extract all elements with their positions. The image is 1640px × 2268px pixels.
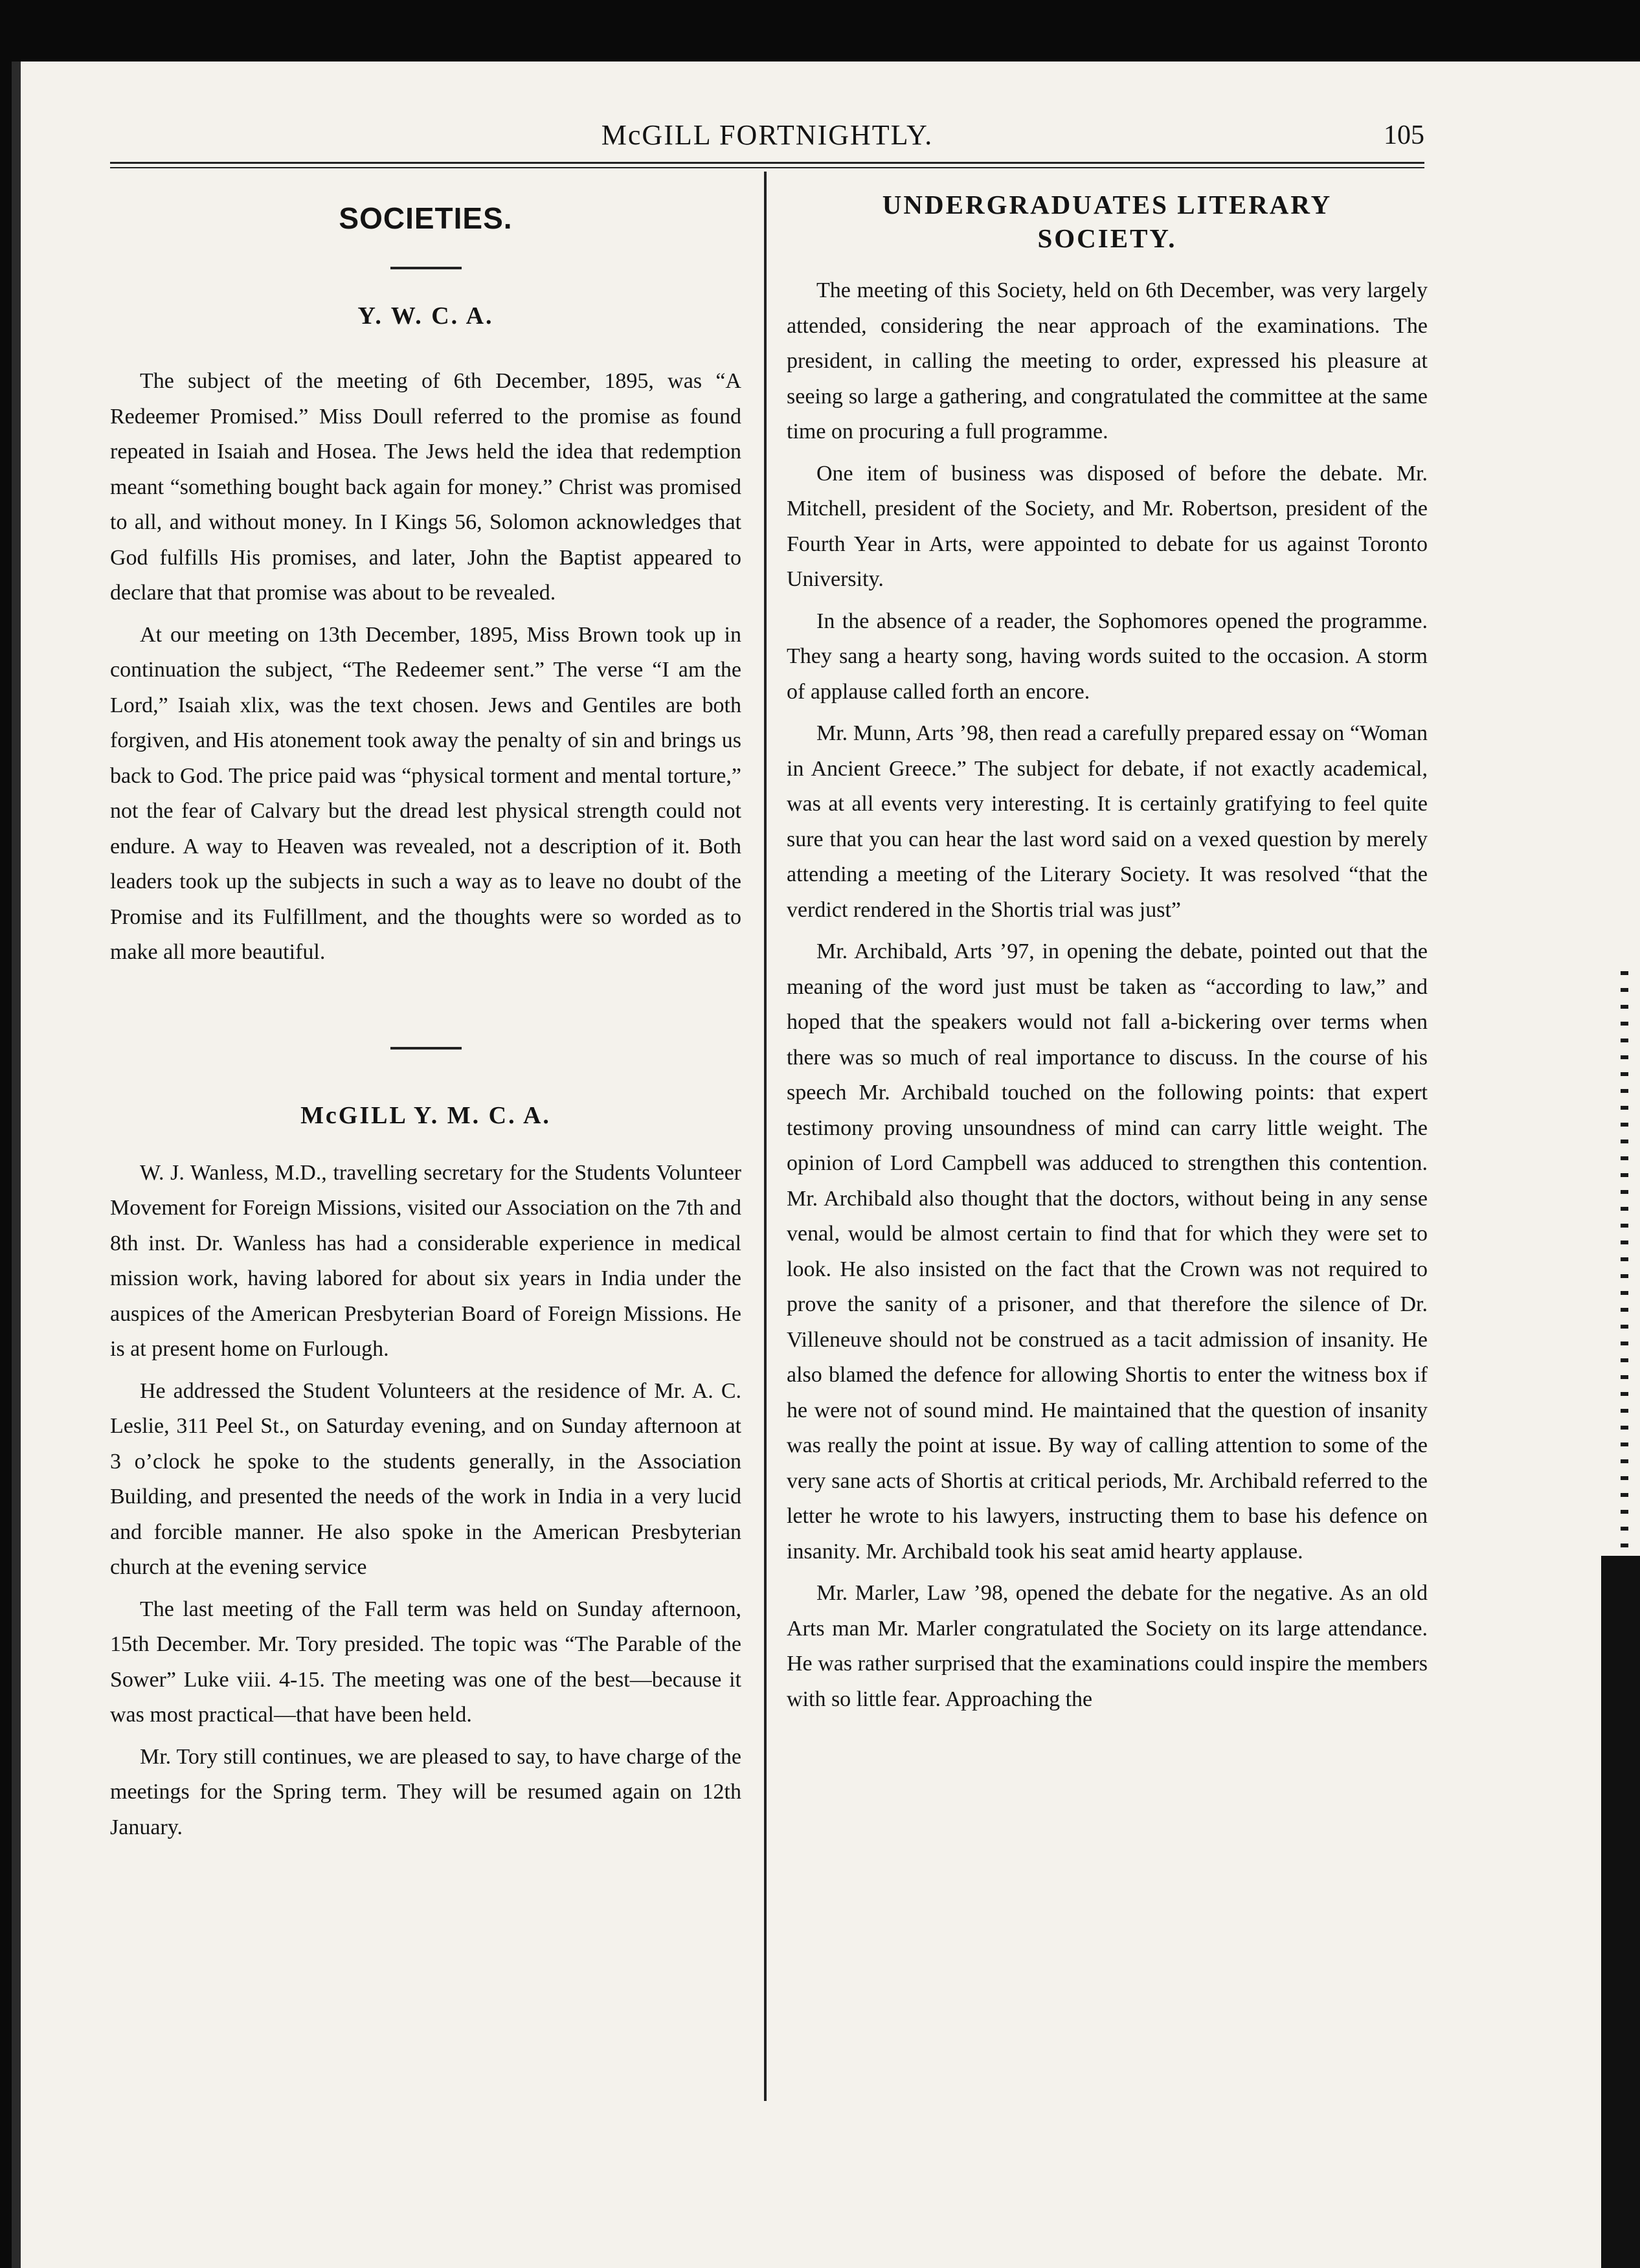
literary-paragraph-6: Mr. Marler, Law ’98, opened the debate for the negative. As an old Arts man Mr. Marler congratulated the Society on its large attendance. He was rather surprised that the examinations could inspire the members with so little fear. Approaching the (787, 1581, 1428, 1711)
section-title: SOCIETIES. (339, 201, 513, 235)
header-rule (110, 162, 1424, 168)
ywca-article (110, 364, 741, 971)
left-column (110, 188, 741, 1845)
running-title: McGILL FORTNIGHTLY. (601, 119, 934, 151)
scan-corner-shadow (1601, 1556, 1640, 2268)
scan-border-top (0, 0, 1640, 62)
literary-paragraph-4: Mr. Munn, Arts ’98, then read a carefully prepared essay on “Woman in Ancient Greece.” The subject for debate, if not exactly academical, was at all events very interesting. It is certainly gratifying to feel quite sure that you can hear the last word said on a vexed question by merely attending a meeting of the Literary Society. It was resolved “that the verdict rendered in the Shortis trial was just” (787, 721, 1428, 922)
section-rule (390, 267, 462, 269)
page-header (110, 113, 1424, 152)
right-column (787, 188, 1428, 1717)
ymca-article (110, 1156, 741, 1846)
ywca-paragraph-2: At our meeting on 13th December, 1895, Miss Brown took up in continuation the subject, “The Redeemer sent.” The verse “I am the Lord,” Isaiah xlix, was the text chosen. Jews and Gentiles are both forgiven, and His atonement took away the penalty of sin and brings us back to God. The price paid was “physical torment and mental torture,” not the fear of Calvary but the dread lest physical strength could not endure. A way to Heaven was revealed, not a description of it. Both leaders took up the subjects in such a way as to leave no doubt of the Promise and its Fulfillment, and the thoughts were so worded as to make all more beautiful. (110, 622, 741, 964)
page-number: 105 (1384, 120, 1424, 150)
literary-paragraph-2: One item of business was disposed of before the debate. Mr. Mitchell, president of the Society, and Mr. Robertson, president of the Fourth Year in Arts, were appointed to debate for us against Toronto University. (787, 461, 1428, 591)
binding-shadow (12, 62, 21, 2268)
ywca-paragraph-1: The subject of the meeting of 6th December, 1895, was “A Redeemer Promised.” Miss Doull referred to the promise as found repeated in Isaiah and Hosea. The Jews held the idea that redemption meant “something bought back again for money.” Christ was promised to all, and without money. In I Kings 56, Solomon acknowledges that God fulfills His promises, and later, John the Baptist appeared to declare that that promise was about to be revealed. (110, 369, 741, 605)
literary-paragraph-3: In the absence of a reader, the Sophomores opened the programme. They sang a hearty song, having words suited to the occasion. A storm of applause called forth an encore. (787, 609, 1428, 704)
literary-society-article (787, 273, 1428, 1717)
ymca-paragraph-1: W. J. Wanless, M.D., travelling secretary for the Students Volunteer Movement for Foreign Missions, visited our Association on the 7th and 8th inst. Dr. Wanless has had a considerable experience in medical mission work, having labored for about six years in India under the auspices of the American Presbyterian Board of Foreign Missions. He is at present home on Furlough. (110, 1160, 741, 1361)
ymca-paragraph-3: The last meeting of the Fall term was held on Sunday afternoon, 15th December. Mr. Tory presided. The topic was “The Parable of the Sower” Luke viii. 4-15. The meeting was one of the best—because it was most practical—that have been held. (110, 1597, 741, 1727)
ymca-paragraph-2: He addressed the Student Volunteers at the residence of Mr. A. C. Leslie, 311 Peel St., on Saturday evening, and on Sunday afternoon at 3 o’clock he spoke to the students generally, in the Association Building, and presented the needs of the work in India in a very lucid and forcible manner. He also spoke in the American Presbyterian church at the evening service (110, 1378, 741, 1579)
literary-society-heading-line1: UNDERGRADUATES LITERARY (882, 190, 1332, 219)
column-divider (764, 172, 767, 2101)
article-separator (390, 1047, 462, 1050)
scan-border-left (0, 0, 12, 2268)
literary-paragraph-1: The meeting of this Society, held on 6th December, was very largely attended, considering the near approach of the examinations. The president, in calling the meeting to order, expressed his pleasure at seeing so large a gathering, and congratulated the committee at the same time on procuring a full programme. (787, 278, 1428, 443)
ymca-paragraph-4: Mr. Tory still continues, we are pleased to say, to have charge of the meetings for the Spring term. They will be resumed again on 12th January. (110, 1744, 741, 1839)
ymca-heading: McGILL Y. M. C. A. (300, 1101, 551, 1129)
literary-society-heading-line2: SOCIETY. (1037, 223, 1177, 253)
ywca-heading: Y. W. C. A. (357, 302, 494, 330)
literary-paragraph-5: Mr. Archibald, Arts ’97, in opening the debate, pointed out that the meaning of the word just must be taken as “according to law,” and hoped that the speakers would not fall a-bickering over terms when there was so much of real importance to discuss. In the course of his speech Mr. Archibald touched on the following points: that expert testimony proving unsoundness of mind can carry little weight. The opinion of Lord Campbell was adduced to strengthen this contention. Mr. Archibald also thought that the doctors, without being in any sense venal, would be almost certain to find that for which they were set to look. He also insisted on the fact that the Crown was not required to prove the sanity of a prisoner, and that therefore the silence of Dr. Villeneuve should not be construed as a tacit admission of insanity. He also blamed the defence for allowing Shortis to enter the witness box if he were not of sound mind. He maintained that the question of insanity was really the point at issue. By way of calling attention to some of the very sane acts of Shortis at critical periods, Mr. Archibald referred to the letter he wrote to his lawyers, instructing them to base his defence on insanity. Mr. Archibald took his seat amid hearty applause. (787, 939, 1428, 1564)
